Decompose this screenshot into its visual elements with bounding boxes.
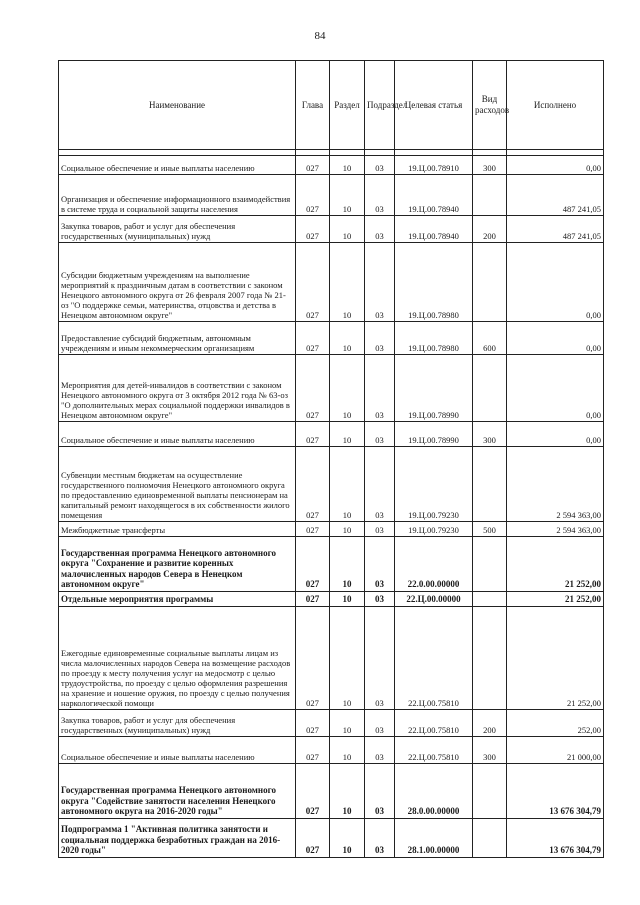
table-row [59, 243, 604, 322]
row-name: Социальное обеспечение и иные выплаты населению [59, 422, 296, 447]
row-executed: 21 252,00 [507, 592, 604, 607]
row-subsection: 03 [365, 819, 395, 858]
row-subsection: 03 [365, 607, 395, 710]
row-section: 10 [330, 607, 365, 710]
row-chapter: 027 [296, 322, 330, 355]
row-executed: 0,00 [507, 156, 604, 175]
table-row [59, 710, 604, 737]
row-section: 10 [330, 175, 365, 216]
row-expense-type: 500 [473, 522, 507, 537]
row-executed: 2 594 363,00 [507, 522, 604, 537]
header-subsection: Подраздел [365, 61, 395, 150]
row-expense-type [473, 355, 507, 422]
row-target: 22.Ц.00.00000 [395, 592, 473, 607]
row-target: 19.Ц.00.79230 [395, 447, 473, 522]
row-name: Подпрограмма 1 "Активная политика занятости и социальная поддержка безработных граждан на 2016-2020 годы" [59, 819, 296, 858]
row-name: Межбюджетные трансферты [59, 522, 296, 537]
budget-table [58, 60, 604, 858]
row-target: 19.Ц.00.78990 [395, 422, 473, 447]
table-row [59, 355, 604, 422]
row-executed: 0,00 [507, 422, 604, 447]
row-target: 19.Ц.00.78980 [395, 243, 473, 322]
row-executed: 13 676 304,79 [507, 764, 604, 819]
row-name: Организация и обеспечение информационного взаимодействия в системе труда и социальной защиты населения [59, 175, 296, 216]
row-name: Государственная программа Ненецкого автономного округа "Содействие занятости населения Ненецкого автономного округа на 2016-2020 годы" [59, 764, 296, 819]
row-target: 19.Ц.00.78990 [395, 355, 473, 422]
row-subsection: 03 [365, 175, 395, 216]
row-executed: 13 676 304,79 [507, 819, 604, 858]
row-name: Социальное обеспечение и иные выплаты населению [59, 156, 296, 175]
table-row [59, 422, 604, 447]
header-section: Раздел [330, 61, 365, 150]
row-section: 10 [330, 216, 365, 243]
row-chapter: 027 [296, 156, 330, 175]
row-subsection: 03 [365, 322, 395, 355]
table-row [59, 447, 604, 522]
row-chapter: 027 [296, 592, 330, 607]
row-target: 22.Ц.00.75810 [395, 737, 473, 764]
row-executed: 0,00 [507, 322, 604, 355]
row-section: 10 [330, 592, 365, 607]
header-chapter: Глава [296, 61, 330, 150]
row-section: 10 [330, 710, 365, 737]
row-executed: 487 241,05 [507, 216, 604, 243]
row-expense-type [473, 592, 507, 607]
row-expense-type [473, 764, 507, 819]
header-expense-type: Вид расходов [473, 61, 507, 150]
row-name: Предоставление субсидий бюджетным, автономным учреждениям и иным некоммерческим организациям [59, 322, 296, 355]
row-section: 10 [330, 422, 365, 447]
table-row [59, 537, 604, 592]
row-executed: 0,00 [507, 355, 604, 422]
table-row [59, 216, 604, 243]
row-executed: 487 241,05 [507, 175, 604, 216]
row-expense-type: 600 [473, 322, 507, 355]
row-section: 10 [330, 447, 365, 522]
row-section: 10 [330, 737, 365, 764]
row-name: Мероприятия для детей-инвалидов в соответствии с законом Ненецкого автономного округа от 3 октября 2012 года № 63-оз "О дополнительных мерах социальной поддержки инвалидов в Ненецком автономном округе" [59, 355, 296, 422]
row-section: 10 [330, 522, 365, 537]
row-subsection: 03 [365, 737, 395, 764]
row-name: Ежегодные единовременные социальные выплаты лицам из числа малочисленных народов Севера на возмещение расходов по проезду к месту получения услуг на медосмотр с целью трудоустройства, по проезду с целью оформления разрешения на хранение и ношение оружия, по проезду с целью получения наркологической помощи [59, 607, 296, 710]
row-subsection: 03 [365, 243, 395, 322]
row-chapter: 027 [296, 764, 330, 819]
row-chapter: 027 [296, 819, 330, 858]
row-chapter: 027 [296, 243, 330, 322]
row-name: Субсидии бюджетным учреждениям на выполнение мероприятий к праздничным датам в соответствии с законом Ненецкого автономного округа от 26 февраля 2007 года № 21-оз "О поддержке семьи, материнства, отцовства и детства в Ненецком автономном округе" [59, 243, 296, 322]
row-subsection: 03 [365, 764, 395, 819]
row-subsection: 03 [365, 355, 395, 422]
row-chapter: 027 [296, 710, 330, 737]
row-chapter: 027 [296, 447, 330, 522]
table-row [59, 607, 604, 710]
row-executed: 252,00 [507, 710, 604, 737]
row-subsection: 03 [365, 592, 395, 607]
table-header-row [59, 61, 604, 150]
row-target: 22.Ц.00.75810 [395, 710, 473, 737]
row-name: Закупка товаров, работ и услуг для обеспечения государственных (муниципальных) нужд [59, 710, 296, 737]
row-name: Субвенции местным бюджетам на осуществление государственного полномочия Ненецкого автономного округа по предоставлению единовременной выплаты пенсионерам на капитальный ремонт находящегося в их собственности жилого помещения [59, 447, 296, 522]
table-row [59, 592, 604, 607]
table-row [59, 764, 604, 819]
row-chapter: 027 [296, 355, 330, 422]
row-name: Социальное обеспечение и иные выплаты населению [59, 737, 296, 764]
row-expense-type [473, 537, 507, 592]
row-target: 28.0.00.00000 [395, 764, 473, 819]
row-expense-type [473, 819, 507, 858]
row-section: 10 [330, 243, 365, 322]
row-chapter: 027 [296, 522, 330, 537]
row-chapter: 027 [296, 737, 330, 764]
header-name: Наименование [59, 61, 296, 150]
row-target: 19.Ц.00.78910 [395, 156, 473, 175]
row-section: 10 [330, 156, 365, 175]
row-executed: 21 000,00 [507, 737, 604, 764]
row-section: 10 [330, 537, 365, 592]
table-row [59, 737, 604, 764]
table-body [59, 150, 604, 858]
row-executed: 0,00 [507, 243, 604, 322]
row-subsection: 03 [365, 447, 395, 522]
table-row [59, 819, 604, 858]
table-row [59, 156, 604, 175]
row-section: 10 [330, 355, 365, 422]
row-section: 10 [330, 819, 365, 858]
row-executed: 21 252,00 [507, 607, 604, 710]
row-subsection: 03 [365, 216, 395, 243]
row-target: 19.Ц.00.78940 [395, 216, 473, 243]
row-subsection: 03 [365, 156, 395, 175]
row-target: 22.0.00.00000 [395, 537, 473, 592]
row-section: 10 [330, 322, 365, 355]
row-name: Отдельные мероприятия программы [59, 592, 296, 607]
row-target: 19.Ц.00.78940 [395, 175, 473, 216]
table-row [59, 175, 604, 216]
row-target: 19.Ц.00.79230 [395, 522, 473, 537]
row-chapter: 027 [296, 607, 330, 710]
row-name: Государственная программа Ненецкого автономного округа "Сохранение и развитие коренных малочисленных народов Севера в Ненецком автономном округе" [59, 537, 296, 592]
row-expense-type [473, 607, 507, 710]
row-subsection: 03 [365, 422, 395, 447]
table-row [59, 322, 604, 355]
row-section: 10 [330, 764, 365, 819]
row-expense-type: 300 [473, 156, 507, 175]
row-target: 19.Ц.00.78980 [395, 322, 473, 355]
row-target: 28.1.00.00000 [395, 819, 473, 858]
table-row [59, 522, 604, 537]
row-expense-type: 200 [473, 216, 507, 243]
row-chapter: 027 [296, 216, 330, 243]
row-target: 22.Ц.00.75810 [395, 607, 473, 710]
row-chapter: 027 [296, 422, 330, 447]
row-subsection: 03 [365, 522, 395, 537]
row-expense-type [473, 447, 507, 522]
row-chapter: 027 [296, 175, 330, 216]
row-expense-type [473, 243, 507, 322]
row-executed: 2 594 363,00 [507, 447, 604, 522]
row-expense-type [473, 175, 507, 216]
row-subsection: 03 [365, 710, 395, 737]
header-target: Целевая статья [395, 61, 473, 150]
row-executed: 21 252,00 [507, 537, 604, 592]
row-expense-type: 300 [473, 737, 507, 764]
row-expense-type: 300 [473, 422, 507, 447]
row-chapter: 027 [296, 537, 330, 592]
page-number: 84 [314, 30, 326, 42]
header-executed: Исполнено [507, 61, 604, 150]
row-expense-type: 200 [473, 710, 507, 737]
row-name: Закупка товаров, работ и услуг для обеспечения государственных (муниципальных) нужд [59, 216, 296, 243]
row-subsection: 03 [365, 537, 395, 592]
